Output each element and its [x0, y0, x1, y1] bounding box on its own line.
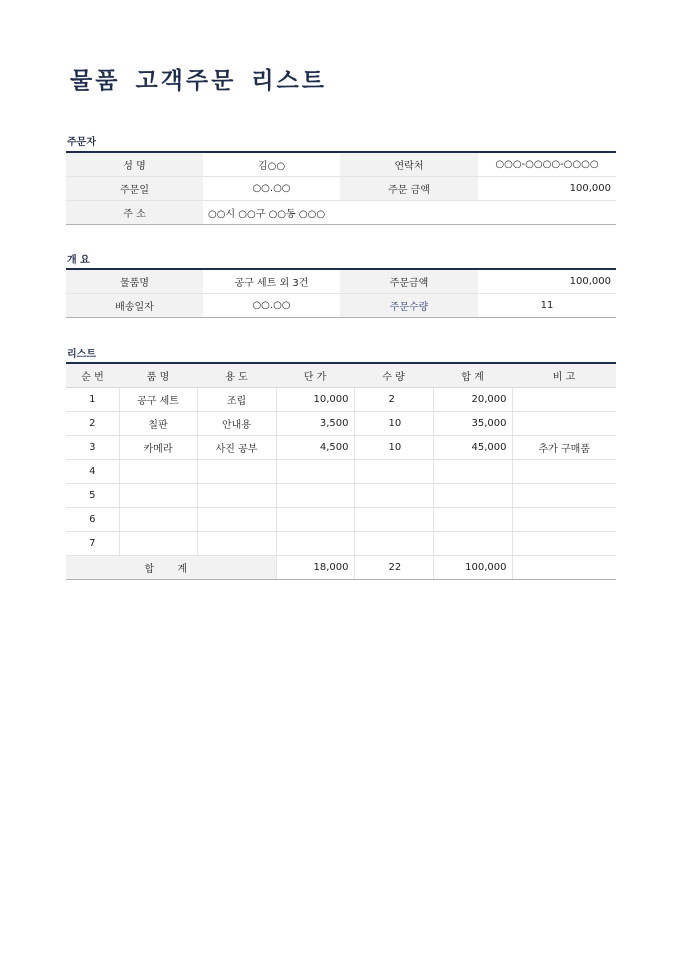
order-date-value: ○○.○○ — [203, 177, 340, 201]
cell-use — [197, 532, 276, 556]
cell-total — [433, 460, 512, 484]
cell-qty — [354, 484, 433, 508]
overview-table — [66, 268, 616, 318]
cell-name — [119, 508, 197, 532]
header-price: 단 가 — [276, 363, 354, 388]
table-row — [66, 532, 616, 556]
delivery-date-label: 배송일자 — [66, 294, 203, 318]
cell-price: 4,500 — [276, 436, 354, 460]
cell-use: 안내용 — [197, 412, 276, 436]
cell-price — [276, 460, 354, 484]
cell-name: 칠판 — [119, 412, 197, 436]
cell-price — [276, 484, 354, 508]
cell-qty: 2 — [354, 388, 433, 412]
overview-section-label: 개 요 — [67, 255, 90, 266]
address-label: 주 소 — [66, 201, 203, 225]
cell-name — [119, 532, 197, 556]
orderer-table — [66, 151, 616, 225]
product-name-value: 공구 세트 외 3건 — [203, 269, 340, 294]
order-date-label: 주문일 — [66, 177, 203, 201]
cell-note — [512, 388, 616, 412]
table-row — [66, 388, 616, 412]
cell-price: 10,000 — [276, 388, 354, 412]
cell-name: 공구 세트 — [119, 388, 197, 412]
cell-note — [512, 532, 616, 556]
cell-total — [433, 484, 512, 508]
cell-no: 5 — [66, 484, 119, 508]
orderer-contact-label: 연락처 — [340, 152, 478, 177]
cell-use — [197, 460, 276, 484]
cell-total: 45,000 — [433, 436, 512, 460]
cell-total: 20,000 — [433, 388, 512, 412]
header-qty: 수 량 — [354, 363, 433, 388]
overview-amount-value: 100,000 — [478, 269, 616, 294]
list-section-label: 리스트 — [67, 349, 96, 360]
table-row — [66, 508, 616, 532]
cell-total: 35,000 — [433, 412, 512, 436]
cell-name — [119, 484, 197, 508]
cell-name: 카메라 — [119, 436, 197, 460]
cell-total — [433, 508, 512, 532]
cell-note — [512, 460, 616, 484]
address-value: ○○시 ○○구 ○○동 ○○○ — [203, 201, 616, 225]
cell-note — [512, 412, 616, 436]
header-no: 순 번 — [66, 363, 119, 388]
orderer-name-label: 성 명 — [66, 152, 203, 177]
order-quantity-label: 주문수량 — [340, 294, 478, 318]
cell-name — [119, 460, 197, 484]
cell-note — [512, 508, 616, 532]
summary-price: 18,000 — [276, 556, 354, 580]
cell-use — [197, 508, 276, 532]
cell-price — [276, 532, 354, 556]
cell-no: 1 — [66, 388, 119, 412]
delivery-date-value: ○○.○○ — [203, 294, 340, 318]
header-use: 용 도 — [197, 363, 276, 388]
header-name: 품 명 — [119, 363, 197, 388]
order-quantity-value: 11 — [478, 294, 616, 318]
cell-qty — [354, 460, 433, 484]
cell-no: 2 — [66, 412, 119, 436]
header-note: 비 고 — [512, 363, 616, 388]
cell-qty — [354, 508, 433, 532]
cell-no: 3 — [66, 436, 119, 460]
cell-qty: 10 — [354, 412, 433, 436]
orderer-row — [66, 152, 616, 177]
order-amount-value: 100,000 — [478, 177, 616, 201]
summary-label-text: 합 계 — [144, 564, 197, 575]
product-name-label: 물품명 — [66, 269, 203, 294]
table-row — [66, 484, 616, 508]
overview-row — [66, 269, 616, 294]
summary-label — [66, 556, 276, 580]
page-title: 물품 고객주문 리스트 — [70, 68, 327, 94]
item-list-table — [66, 362, 616, 580]
cell-note — [512, 484, 616, 508]
cell-use: 조립 — [197, 388, 276, 412]
cell-qty — [354, 532, 433, 556]
cell-no: 7 — [66, 532, 119, 556]
cell-no: 6 — [66, 508, 119, 532]
order-amount-label: 주문 금액 — [340, 177, 478, 201]
orderer-row — [66, 201, 616, 225]
cell-note: 추가 구매품 — [512, 436, 616, 460]
summary-qty: 22 — [354, 556, 433, 580]
cell-use: 사진 공부 — [197, 436, 276, 460]
table-row — [66, 436, 616, 460]
list-header-row — [66, 363, 616, 388]
cell-qty: 10 — [354, 436, 433, 460]
orderer-row — [66, 177, 616, 201]
summary-total: 100,000 — [433, 556, 512, 580]
cell-use — [197, 484, 276, 508]
orderer-contact-value: ○○○-○○○○-○○○○ — [478, 152, 616, 177]
orderer-name-value: 김○○ — [203, 152, 340, 177]
summary-note — [512, 556, 616, 580]
overview-amount-label: 주문금액 — [340, 269, 478, 294]
cell-price — [276, 508, 354, 532]
table-row — [66, 412, 616, 436]
header-total: 합 계 — [433, 363, 512, 388]
table-row — [66, 460, 616, 484]
cell-price: 3,500 — [276, 412, 354, 436]
orderer-section-label: 주문자 — [67, 137, 96, 148]
cell-no: 4 — [66, 460, 119, 484]
summary-row — [66, 556, 616, 580]
cell-total — [433, 532, 512, 556]
overview-row — [66, 294, 616, 318]
